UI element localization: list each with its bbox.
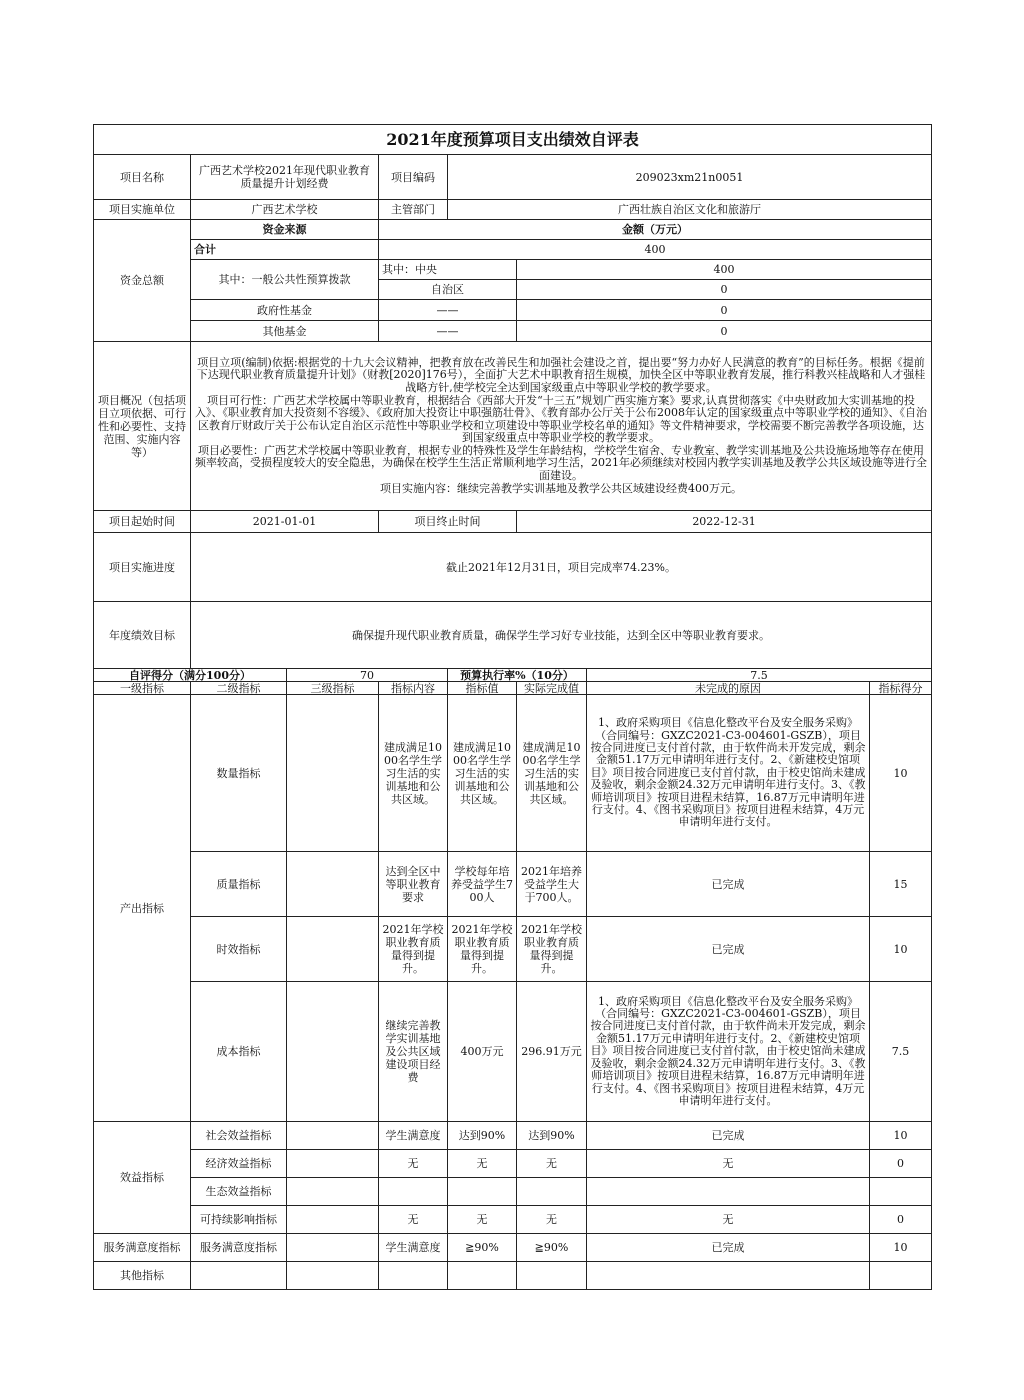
funds-other-label: 其他基金 [191,321,379,342]
exec-rate-value: 7.5 [587,669,932,682]
exec-rate-label: 预算执行率%（10分） [448,669,587,682]
output-indicator-label: 产出指标 [94,695,191,1122]
dept-value: 广西壮族自治区文化和旅游厅 [448,200,932,220]
dept-label: 主管部门 [379,200,448,220]
other-actual [517,1262,587,1290]
sustain-level3 [287,1206,379,1234]
quality-reason: 已完成 [587,852,870,917]
other-target [448,1262,517,1290]
funds-region-label: 自治区 [379,280,517,300]
ecological-actual [517,1178,587,1206]
quality-score: 15 [870,852,932,917]
funds-general-label: 其中：一般公共性预算拨款 [191,260,379,300]
cost-actual: 296.91万元 [517,982,587,1122]
progress-label: 项目实施进度 [94,533,191,602]
service-target: ≧90% [448,1234,517,1262]
header-content: 指标内容 [379,682,448,695]
end-value: 2022-12-31 [517,511,932,533]
sustain-reason: 无 [587,1206,870,1234]
ecological-target [448,1178,517,1206]
other-reason [587,1262,870,1290]
economic-reason: 无 [587,1150,870,1178]
quantity-actual: 建成满足1000名学生学习生活的实训基地和公共区域。 [517,695,587,852]
sustain-actual: 无 [517,1206,587,1234]
quality-content: 达到全区中等职业教育要求 [379,852,448,917]
funds-other-value: 0 [517,321,932,342]
overview-necessity: 项目必要性：广西艺术学校属中等职业教育，根据专业的特殊性及学生年龄结构，学校学生宿舍、专业教室、教学实训基地及公共设施场地等存在使用频率较高，受损程度较大的安全隐患，为确保在校学生生活正常顺利地学习生活，2021年必须继续对校园内教学实训基地及教学公共区域设施等进行全面建设。 [195,443,928,483]
performance-table [93,124,932,1290]
overview-text [191,342,932,511]
service-level3 [287,1234,379,1262]
service-score: 10 [870,1234,932,1262]
economic-name: 经济效益指标 [191,1150,287,1178]
ecological-reason [587,1178,870,1206]
ecological-score [870,1178,932,1206]
ecological-content [379,1178,448,1206]
self-score-value: 70 [287,669,448,682]
ecological-level3 [287,1178,379,1206]
cost-content: 继续完善教学实训基地及公共区域建设项目经费 [379,982,448,1122]
timeliness-actual: 2021年学校职业教育质量得到提升。 [517,917,587,982]
sustain-score: 0 [870,1206,932,1234]
timeliness-target: 2021年学校职业教育质量得到提升。 [448,917,517,982]
sustain-content: 无 [379,1206,448,1234]
social-target: 达到90% [448,1122,517,1150]
timeliness-name: 时效指标 [191,917,287,982]
quantity-level3 [287,695,379,852]
funds-region-value: 0 [517,280,932,300]
social-content: 学生满意度 [379,1122,448,1150]
funds-central-label: 其中：中央 [379,260,517,280]
cost-name: 成本指标 [191,982,287,1122]
overview-label: 项目概况（包括项目立项依据、可行性和必要性、支持范围、实施内容等） [94,342,191,511]
other-indicator-label: 其他指标 [94,1262,191,1290]
service-name: 服务满意度指标 [191,1234,287,1262]
funds-gov-label: 政府性基金 [191,300,379,321]
cost-target: 400万元 [448,982,517,1122]
quantity-target: 建成满足1000名学生学习生活的实训基地和公共区域。 [448,695,517,852]
benefit-indicator-label: 效益指标 [94,1122,191,1234]
overview-content: 项目实施内容：继续完善教学实训基地及教学公共区域建设经费400万元。 [380,481,743,495]
other-level3 [287,1262,379,1290]
funds-section-label: 资金总额 [94,220,191,342]
other-content [379,1262,448,1290]
end-label: 项目终止时间 [379,511,517,533]
project-code-value: 209023xm21n0051 [448,155,932,200]
start-value: 2021-01-01 [191,511,379,533]
overview-feasibility: 项目可行性：广西艺术学校属中等职业教育，根据结合《西部大开发“十三五”规划广西实施方案》要求,认真贯彻落实《中央财政加大实训基地的投入》、《职业教育加大投资刻不容缓》、《政府加大投资让中职强筋壮骨》、《教育部办公厅关于公布2008年认定的国家级重点中等职业学校的通知》、《自治区教育厅财政厅关于公布认定自治区示范性中等职业学校和立项建设中等职业学校名单的通知》等文件精神要求，学校需要不断完善教学各项设施，达到国家级重点中等职业学校的教学要求。 [195,393,928,445]
overview-basis: 项目立项(编制)依据:根据党的十九大会议精神，把教育放在改善民生和加强社会建设之首，提出要“努力办好人民满意的教育”的目标任务。根据《提前下达现代职业教育质量提升计划》（财教[2020]176号），全面扩大艺术中职教育招生规模，加快全区中等职业教育发展，推行科教兴桂战略和人才强桂战略方针,使学校完全达到国家级重点中等职业学校的教学要求。 [196,355,926,394]
service-reason: 已完成 [587,1234,870,1262]
project-name-value: 广西艺术学校2021年现代职业教育质量提升计划经费 [191,155,379,200]
service-indicator-label: 服务满意度指标 [94,1234,191,1262]
timeliness-reason: 已完成 [587,917,870,982]
cost-score: 7.5 [870,982,932,1122]
timeliness-score: 10 [870,917,932,982]
quantity-score: 10 [870,695,932,852]
social-reason: 已完成 [587,1122,870,1150]
funds-amount-header: 金额（万元） [379,220,932,240]
quality-name: 质量指标 [191,852,287,917]
economic-score: 0 [870,1150,932,1178]
timeliness-level3 [287,917,379,982]
ecological-name: 生态效益指标 [191,1178,287,1206]
header-reason: 未完成的原因 [587,682,870,695]
unit-value: 广西艺术学校 [191,200,379,220]
social-actual: 达到90% [517,1122,587,1150]
header-actual: 实际完成值 [517,682,587,695]
quantity-content: 建成满足1000名学生学习生活的实训基地和公共区域。 [379,695,448,852]
sustain-target: 无 [448,1206,517,1234]
header-level1: 一级指标 [94,682,191,695]
quality-actual: 2021年培养受益学生大于700人。 [517,852,587,917]
unit-label: 项目实施单位 [94,200,191,220]
header-level3: 三级指标 [287,682,379,695]
cost-level3 [287,982,379,1122]
goal-label: 年度绩效目标 [94,602,191,669]
quantity-reason: 1、政府采购项目《信息化整改平台及安全服务采购》（合同编号：GXZC2021-C3-004601-GSZB），项目按合同进度已支付首付款，由于软件尚未开发完成，剩余金额51.17万元申请明年进行支付。2、《新建校史馆项目》项目按合同进度已支付首付款，由于校史馆尚未建成及验收，剩余金额24.32万元申请明年进行支付。3、《教师培训项目》按项目进程未结算，16.87万元申请明年进行支付。4、《图书采购项目》按项目进程未结算，4万元申请明年进行支付。 [587,695,870,852]
start-label: 项目起始时间 [94,511,191,533]
quality-level3 [287,852,379,917]
service-content: 学生满意度 [379,1234,448,1262]
other-score [870,1262,932,1290]
other-level2 [191,1262,287,1290]
header-score: 指标得分 [870,682,932,695]
economic-level3 [287,1150,379,1178]
social-name: 社会效益指标 [191,1122,287,1150]
project-code-label: 项目编码 [379,155,448,200]
goal-value: 确保提升现代职业教育质量，确保学生学习好专业技能，达到全区中等职业教育要求。 [191,602,932,669]
page-title: 2021年度预算项目支出绩效自评表 [94,125,932,155]
project-name-label: 项目名称 [94,155,191,200]
self-score-label: 自评得分（满分100分） [94,669,287,682]
economic-target: 无 [448,1150,517,1178]
funds-source-header: 资金来源 [191,220,379,240]
social-score: 10 [870,1122,932,1150]
funds-total-label: 合计 [191,240,379,260]
funds-central-value: 400 [517,260,932,280]
quality-target: 学校每年培养受益学生700人 [448,852,517,917]
funds-gov-dash: —— [379,300,517,321]
header-level2: 二级指标 [191,682,287,695]
funds-other-dash: —— [379,321,517,342]
service-actual: ≧90% [517,1234,587,1262]
cost-reason: 1、政府采购项目《信息化整改平台及安全服务采购》（合同编号：GXZC2021-C3-004601-GSZB），项目按合同进度已支付首付款，由于软件尚未开发完成，剩余金额51.17万元申请明年进行支付。2、《新建校史馆项目》项目按合同进度已支付首付款，由于校史馆尚未建成及验收，剩余金额24.32万元申请明年进行支付。3、《教师培训项目》按项目进程未结算，16.87万元申请明年进行支付。4、《图书采购项目》按项目进程未结算，4万元申请明年进行支付。 [587,982,870,1122]
social-level3 [287,1122,379,1150]
economic-actual: 无 [517,1150,587,1178]
timeliness-content: 2021年学校职业教育质量得到提升。 [379,917,448,982]
quantity-name: 数量指标 [191,695,287,852]
sustain-name: 可持续影响指标 [191,1206,287,1234]
economic-content: 无 [379,1150,448,1178]
progress-value: 截止2021年12月31日，项目完成率74.23%。 [191,533,932,602]
funds-gov-value: 0 [517,300,932,321]
funds-total-value: 400 [379,240,932,260]
header-target: 指标值 [448,682,517,695]
